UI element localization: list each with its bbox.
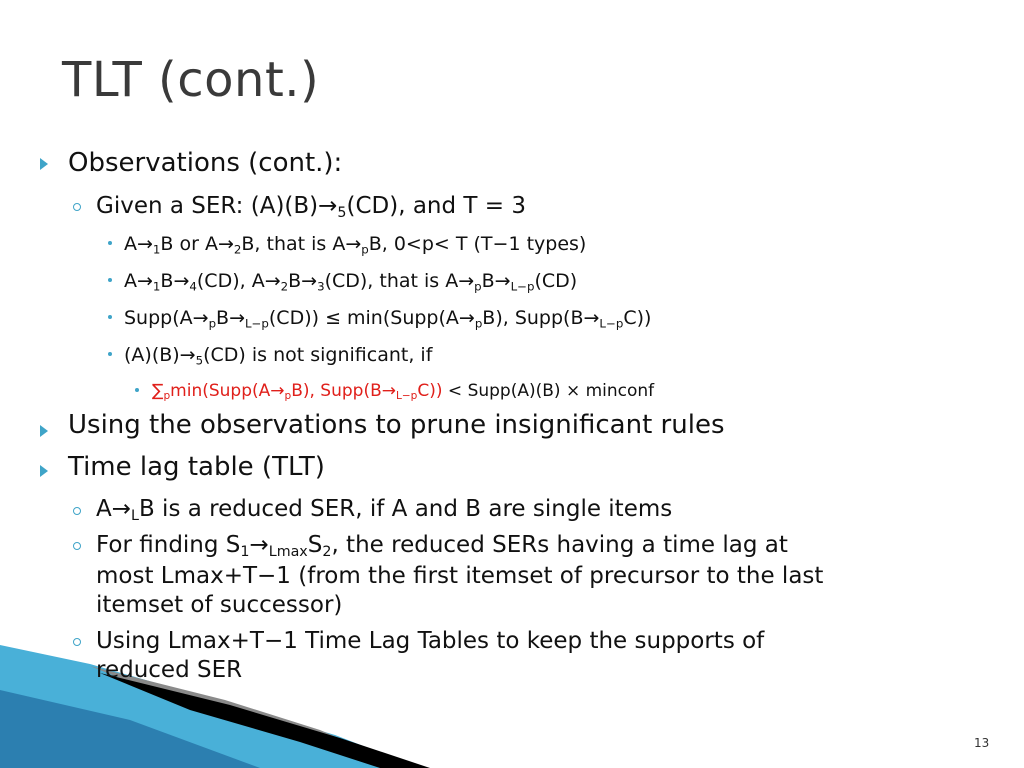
page-number: 13	[974, 736, 990, 750]
bullet-time-lag-table: Time lag table (TLT)	[68, 452, 325, 482]
bullet-a-to-b-types: $A\to_1B$ or $A\to_2B$, that is $A\to_pB$, 0<p< T (T−1 types)	[124, 233, 587, 257]
bullet-given-ser: Given a SER: $(A)(B)\to_5(CD)$, and T = 3	[96, 193, 526, 221]
bullet-not-significant: $(A)(B)\to_5(CD)$ is not significant, if	[124, 344, 433, 368]
bullet-for-finding-cont2: itemset of successor)	[96, 592, 343, 618]
bullet-using-lmax: Using Lmax+T−1 Time Lag Tables to keep the supports of	[96, 628, 765, 654]
level3-dot-bullet-icon	[108, 352, 112, 356]
level1-triangle-bullet-icon	[40, 465, 48, 477]
level3-dot-bullet-icon	[108, 241, 112, 245]
bullet-sum-condition: $\sum_p\min(Supp(A\to_pB)$, $Supp(B\to_{L-p}C)$) < Supp(A)(B) × minconf	[152, 381, 655, 402]
level4-dot-bullet-icon	[135, 388, 139, 392]
bullet-for-finding-cont1: most Lmax+T−1 (from the first itemset of precursor to the last	[96, 563, 824, 589]
level1-triangle-bullet-icon	[40, 425, 48, 437]
level2-circle-bullet-icon	[73, 542, 81, 550]
bullet-using-lmax-cont: reduced SER	[96, 657, 243, 683]
level3-dot-bullet-icon	[108, 315, 112, 319]
bullet-observations: Observations (cont.):	[68, 148, 343, 178]
level2-circle-bullet-icon	[73, 203, 81, 211]
level2-circle-bullet-icon	[73, 507, 81, 515]
slide-title: TLT (cont.)	[62, 52, 320, 108]
bullet-for-finding: For finding $S_1\to_{Lmax}S_2$, the reduced SERs having a time lag at	[96, 532, 788, 560]
bullet-reduced-ser: $A\to_LB$ is a reduced SER, if A and B are single items	[96, 496, 673, 524]
level3-dot-bullet-icon	[108, 278, 112, 282]
level2-circle-bullet-icon	[73, 638, 81, 646]
bullet-using-observations: Using the observations to prune insignificant rules	[68, 410, 725, 440]
bullet-supp-inequality: $Supp(A\to_pB\to_{L-p}(CD))$ ≤ $\min(Supp(A\to_pB)$, $Supp(B\to_{L-p}C)$)	[124, 307, 652, 331]
level1-triangle-bullet-icon	[40, 158, 48, 170]
bullet-a-b-cd-chains: $A\to_1B\to_4(CD)$, $A\to_2B\to_3(CD)$, that is $A\to_pB\to_{L-p}(CD)$	[124, 270, 578, 294]
red-formula: $\sum_p\min(Supp(A\to_pB)$, $Supp(B\to_{L-p}C)$)	[152, 381, 443, 402]
